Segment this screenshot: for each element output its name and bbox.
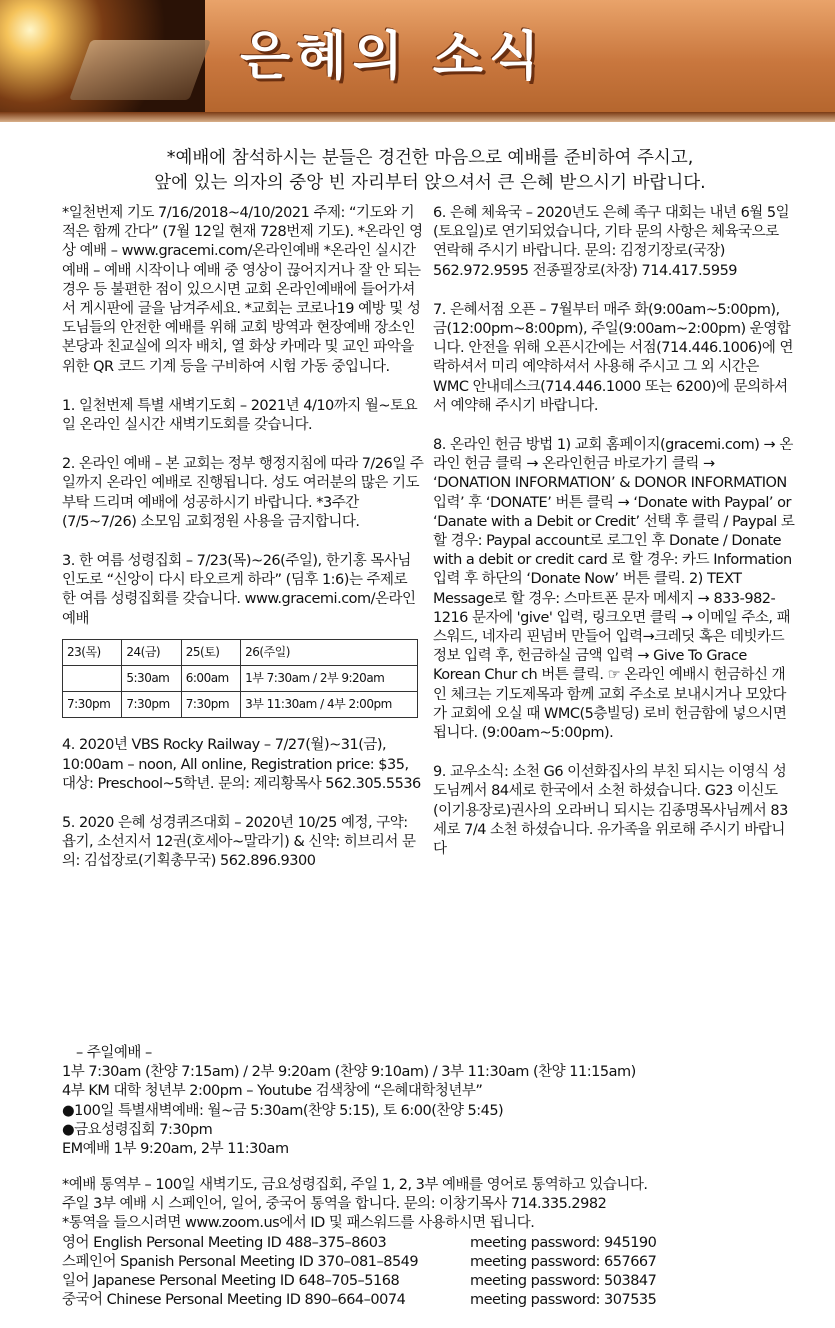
- worship-line: ●100일 특별새벽예배: 월~금 5:30am(찬양 5:15), 토 6:00(찬양 5:45): [62, 1102, 504, 1119]
- meeting-row: [62, 1253, 802, 1272]
- intro-text: [60, 146, 800, 196]
- table-cell: [63, 666, 122, 692]
- worship-line: 1부 7:30am (찬양 7:15am) / 2부 9:20am (찬양 9:10am) / 3부 11:30am (찬양 11:15am): [62, 1064, 636, 1081]
- page-title: 은혜의 소식: [240, 26, 546, 87]
- meeting-row: [62, 1272, 802, 1291]
- notice-6: 6. 은혜 체육국 – 2020년도 은혜 족구 대회는 내년 6월 5일(토요일)로 연기되었습니다, 기타 문의 사항은 체육국으로 연락해 주시기 바랍니다. 문의: 김정기장로(국장) 562.972.9595 전종필장로(차장) 714.417.5959: [433, 205, 790, 279]
- meeting-password: meeting password: 945190: [470, 1234, 657, 1251]
- meeting-id: 일어 Japanese Personal Meeting ID 648–705–5168: [62, 1273, 400, 1290]
- right-column: [433, 204, 795, 879]
- table-row: [63, 639, 418, 665]
- header-banner: [0, 0, 835, 112]
- meeting-id: 중국어 Chinese Personal Meeting ID 890–664–0074: [62, 1292, 406, 1309]
- worship-line: EM예배 1부 9:20am, 2부 11:30am: [62, 1141, 289, 1158]
- note-line: *예배 통역부 – 100일 새벽기도, 금요성령집회, 주일 1, 2, 3부 예배를 영어로 통역하고 있습니다.: [62, 1177, 648, 1193]
- left-column: [62, 204, 424, 892]
- table-cell: 3부 11:30am / 4부 2:00pm: [241, 692, 418, 718]
- worship-line: ●금요성령집회 7:30pm: [62, 1121, 213, 1138]
- praying-hands-photo: [0, 0, 205, 112]
- interpretation-notes: [62, 1176, 802, 1310]
- meeting-password: meeting password: 307535: [470, 1292, 657, 1309]
- header-divider: [0, 112, 835, 122]
- note-line: 주일 3부 예배 시 스페인어, 일어, 중국어 통역을 합니다. 문의: 이창기목사 714.335.2982: [62, 1196, 607, 1213]
- intro-line: 앞에 있는 의자의 중앙 빈 자리부터 앉으셔서 큰 은혜 받으시기 바랍니다.: [154, 173, 706, 193]
- table-cell: 26(주일): [241, 639, 418, 665]
- meeting-id: 영어 English Personal Meeting ID 488–375–8603: [62, 1234, 387, 1251]
- table-row: [63, 692, 418, 718]
- revival-schedule-table: [62, 639, 418, 719]
- notice-3: 3. 한 여름 성령집회 – 7/23(목)~26(주일), 한기홍 목사님 인도로 “신앙이 다시 타오르게 하라” (딤후 1:6)는 주제로 한 여름 성령집회를 갖습니다. www.gracemi.com/온라인예배: [62, 553, 416, 627]
- notice-7: 7. 은혜서점 오픈 – 7월부터 매주 화(9:00am~5:00pm), 금(12:00pm~8:00pm), 주일(9:00am~2:00pm) 운영합니다. 안전을 위해 오픈시간에는 서점(714.446.1006)에 연락하셔서 미리 예약하셔서 사용해 주시고 그 외 시간은 WMC 안내데스크(714.446.1000 또는 6200)에 문의하셔서 예약해 주시기 바랍니다.: [433, 301, 794, 414]
- meeting-row: [62, 1291, 802, 1310]
- notice-1: 1. 일천번제 특별 새벽기도회 – 2021년 4/10까지 월~토요일 온라인 실시간 새벽기도회를 갖습니다.: [62, 397, 418, 434]
- table-cell: 25(토): [181, 639, 240, 665]
- table-cell: 6:00am: [181, 666, 240, 692]
- notice-5: 5. 2020 은혜 성경퀴즈대회 – 2020년 10/25 예정, 구약: 욥기, 소선지서 12권(호세아~말라기) & 신약: 히브리서 문의: 김섭장로(기획총무국) 562.896.9300: [62, 815, 416, 870]
- table-cell: 1부 7:30am / 2부 9:20am: [241, 666, 418, 692]
- meeting-id: 스페인어 Spanish Personal Meeting ID 370–081–8549: [62, 1253, 419, 1270]
- table-cell: 23(목): [63, 639, 122, 665]
- table-cell: 5:30am: [122, 666, 181, 692]
- notice-8: 8. 온라인 헌금 방법 1) 교회 홈페이지(gracemi.com) → 온라인 헌금 클릭 → 온라인헌금 바로가기 클릭 → ‘DONATION INFORMATION’ & DONOR INFORMATION 입력’ 후 ‘DONATE’ 버튼 클릭 → ‘Donate with Paypal’ or ‘Danate with a Debit or Credit’ 선택 후 클릭 / Paypal 로 할 경우: Paypal account로 로그인 후 Donate / Donate with a debit or credit card 로 할 경우: 카드 Information 입력 후 하단의 ‘Donate Now’ 버튼 클릭. 2) TEXT Message로 할 경우: 스마트폰 문자 메세지 → 833-982-1216 문자에 'give' 입력, 링크오면 클릭 → 이메일 주소, 패스워드, 네자리 핀넘버 만들어 입력→크레딧 혹은 데빗카드정보 입력 후, 헌금하실 금액 입력 → Give To Grace Korean Chur ch 버튼 클릭. ☞ 온라인 예배시 헌금하신 개인 체크는 기도제목과 함께 교회 주소로 보내시거나 모았다가 교회에 오실 때 WMC(5층빌딩) 로비 헌금함에 넣으시면 됩니다. (9:00am~5:00pm).: [433, 437, 795, 742]
- notice-4: 4. 2020년 VBS Rocky Railway – 7/27(월)~31(금), 10:00am – noon, All online, Registration price: $35, 대상: Preschool~5학년. 문의: 제리황목사 562.305.5536: [62, 737, 421, 792]
- notice-general: *일천번제 기도 7/16/2018~4/10/2021 주제: “기도와 기적은 함께 간다” (7월 12일 현재 728번제 기도). *온라인 영상 예배 – www.gracemi.com/온라인예배 *온라인 실시간 예배 – 예배 시작이나 예배 중 영상이 끊어지거나 잘 안 되는 경우 등 불편한 점이 있으시면 교회 온라인예배에 들어가셔서 게시판에 글을 남겨주세요. *교회는 코로나19 예방 및 성도님들의 안전한 예배를 위해 교회 방역과 현장예배 장소인 본당과 친교실에 의자 배치, 열 화상 카메라 및 교인 파악을 위한 QR 코드 기계 등을 구비하여 시험 가동 중입니다.: [62, 205, 423, 375]
- meeting-row: [62, 1234, 802, 1253]
- worship-title: – 주일예배 –: [76, 1045, 152, 1061]
- intro-line: *예배에 참석하시는 분들은 경건한 마음으로 예배를 준비하여 주시고,: [166, 148, 694, 168]
- meeting-password: meeting password: 503847: [470, 1273, 657, 1290]
- table-cell: 7:30pm: [181, 692, 240, 718]
- table-cell: 7:30pm: [122, 692, 181, 718]
- table-cell: 7:30pm: [63, 692, 122, 718]
- table-cell: 24(금): [122, 639, 181, 665]
- bible-image: [69, 40, 211, 100]
- worship-line: 4부 KM 대학 청년부 2:00pm – Youtube 검색창에 “은혜대학청년부”: [62, 1083, 483, 1100]
- note-line: *통역을 들으시려면 www.zoom.us에서 ID 및 패스워드를 사용하시면 됩니다.: [62, 1215, 535, 1232]
- worship-schedule: [62, 1044, 802, 1159]
- notice-9: 9. 교우소식: 소천 G6 이선화집사의 부친 되시는 이영식 성도님께서 84세로 한국에서 소천 하셨습니다. G23 이신도(이기용장로)권사의 오라버니 되시는 김종명목사님께서 83세로 7/4 소천 하셨습니다. 유가족을 위로해 주시기 바랍니다: [433, 764, 788, 858]
- meeting-password: meeting password: 657667: [470, 1253, 657, 1270]
- table-row: [63, 666, 418, 692]
- notice-2: 2. 온라인 예배 – 본 교회는 정부 행정지침에 따라 7/26일 주일까지 온라인 예배로 진행됩니다. 성도 여러분의 많은 기도 부탁 드리며 예배에 성공하시기 바랍니다. *3주간(7/5~7/26) 소모임 교회정원 사용을 금지합니다.: [62, 456, 424, 530]
